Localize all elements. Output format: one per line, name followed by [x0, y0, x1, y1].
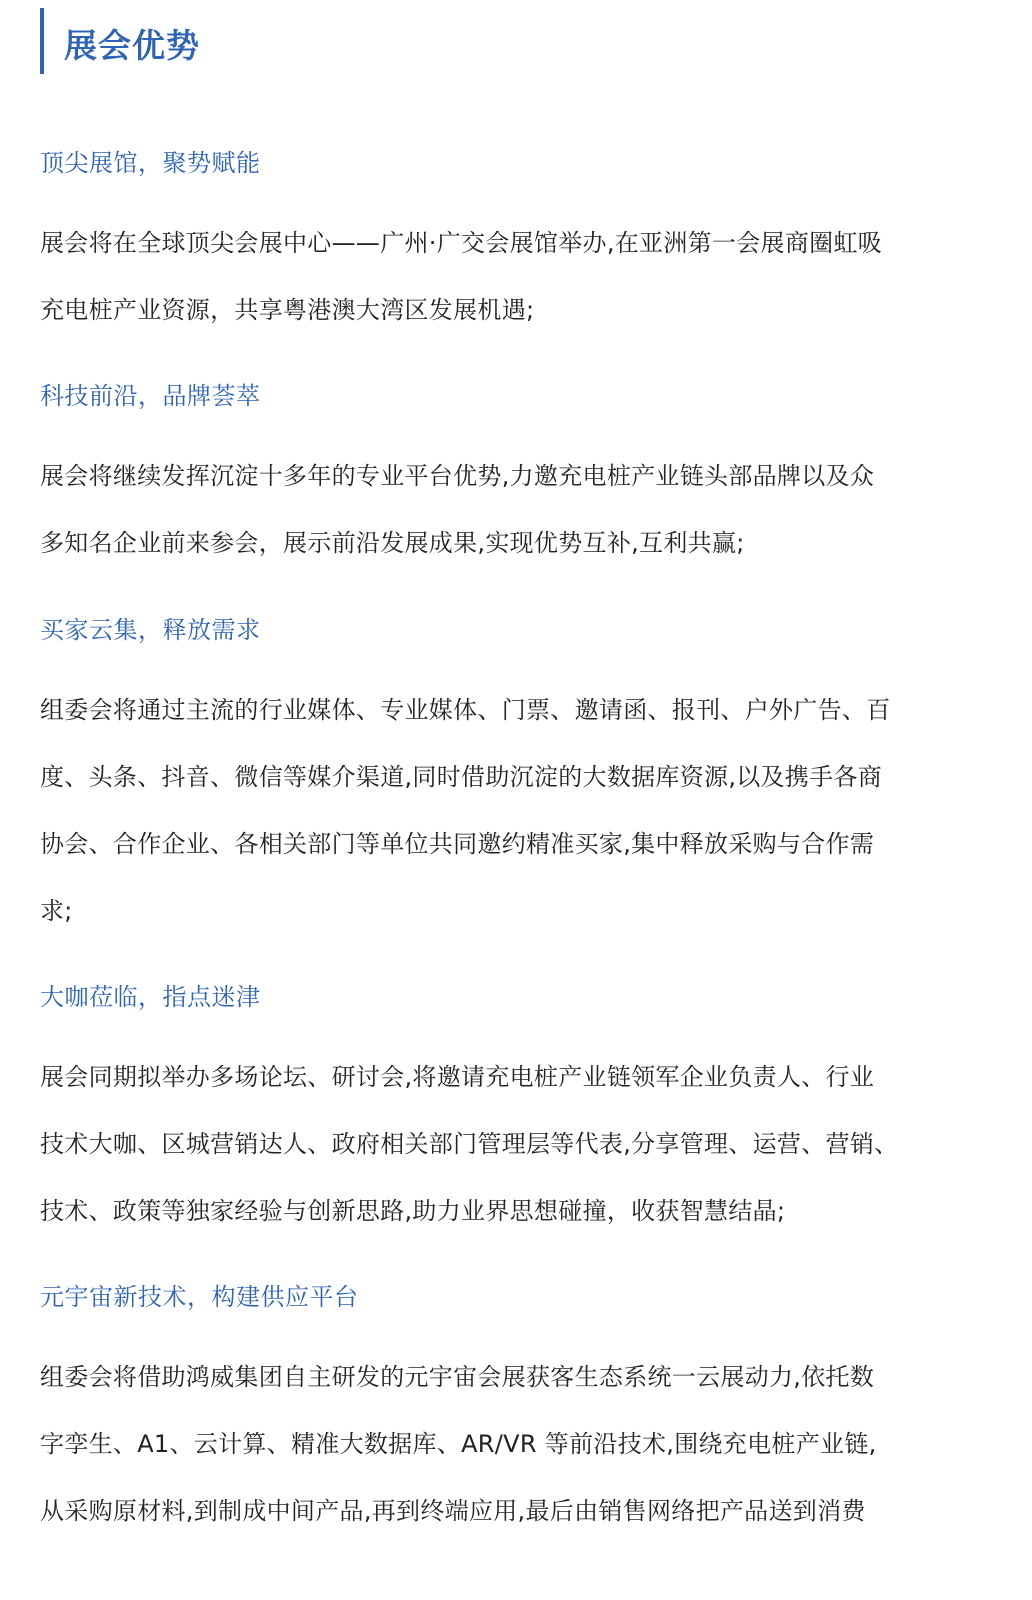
paragraph-line: 多知名企业前来参会，展示前沿发展成果,实现优势互补,互利共赢;	[40, 529, 745, 557]
paragraph-line: 充电桩产业资源，共享粤港澳大湾区发展机遇;	[40, 296, 535, 324]
section-heading-metaverse: 元宇宙新技术，构建供应平台	[40, 1283, 359, 1311]
paragraph-line: 求;	[40, 897, 73, 925]
section-body-venue	[40, 210, 940, 344]
paragraph-line: 展会将在全球顶尖会展中心——广州·广交会展馆举办,在亚洲第一会展商圈虹吸	[40, 229, 883, 257]
paragraph-line: 技术、政策等独家经验与创新思路,助力业界思想碰撞，收获智慧结晶;	[40, 1197, 786, 1225]
section-heading-venue: 顶尖展馆，聚势赋能	[40, 149, 261, 177]
paragraph-line: 展会将继续发挥沉淀十多年的专业平台优势,力邀充电桩产业链头部品牌以及众	[40, 462, 875, 490]
paragraph-line: 展会同期拟举办多场论坛、研讨会,将邀请充电桩产业链领军企业负责人、行业	[40, 1063, 875, 1091]
section-body-metaverse	[40, 1344, 940, 1545]
paragraph-line: 技术大咖、区城营销达人、政府相关部门管理层等代表,分享管理、运营、营销、	[40, 1130, 899, 1158]
paragraph-line: 度、头条、抖音、微信等媒介渠道,同时借助沉淀的大数据库资源,以及携手各商	[40, 763, 883, 791]
section-heading-tech: 科技前沿，品牌荟萃	[40, 382, 261, 410]
section-body-tech	[40, 443, 940, 577]
section-body-buyers	[40, 677, 940, 945]
section-heading-buyers: 买家云集，释放需求	[40, 616, 261, 644]
section-heading-experts: 大咖莅临，指点迷津	[40, 983, 261, 1011]
paragraph-line: 字孪生、A1、云计算、精准大数据库、AR/VR 等前沿技术,围绕充电桩产业链,	[40, 1430, 877, 1458]
paragraph-line: 组委会将借助鸿威集团自主研发的元宇宙会展获客生态系统一云展动力,依托数	[40, 1363, 875, 1391]
paragraph-line: 组委会将通过主流的行业媒体、专业媒体、门票、邀请函、报刊、户外广告、百	[40, 696, 891, 724]
paragraph-line: 协会、合作企业、各相关部门等单位共同邀约精准买家,集中释放采购与合作需	[40, 830, 875, 858]
page-header	[40, 8, 940, 74]
page-title: 展会优势	[64, 26, 200, 65]
section-body-experts	[40, 1044, 940, 1245]
paragraph-line: 从采购原材料,到制成中间产品,再到终端应用,最后由销售网络把产品送到消费	[40, 1497, 866, 1525]
header-accent-bar	[40, 8, 44, 74]
